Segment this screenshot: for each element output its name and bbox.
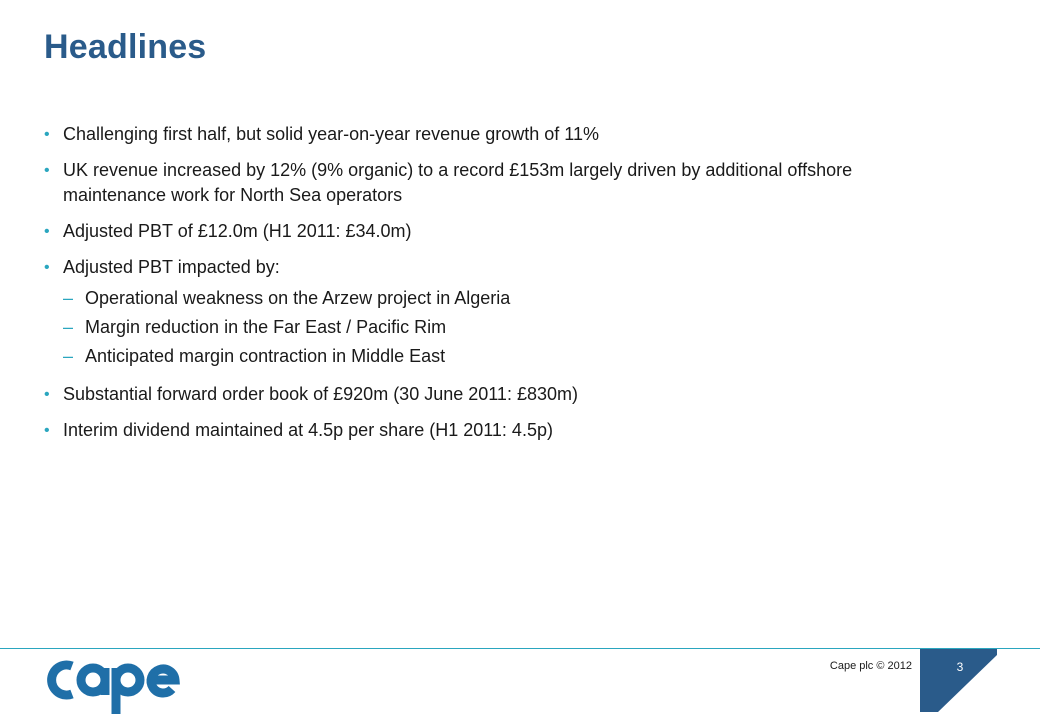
sub-bullet-item xyxy=(63,284,944,313)
bullet-marker: • xyxy=(44,422,50,439)
sub-bullet-text: Margin reduction in the Far East / Pacific Rim xyxy=(85,317,447,337)
sub-bullet-text: Operational weakness on the Arzew project in Algeria xyxy=(85,288,511,308)
bullet-text: Challenging first half, but solid year-on-year revenue growth of 11% xyxy=(63,124,599,144)
bullet-text: Interim dividend maintained at 4.5p per share (H1 2011: 4.5p) xyxy=(63,420,553,440)
cape-logo xyxy=(44,654,184,716)
bullet-item xyxy=(44,382,944,407)
bullet-item xyxy=(44,219,944,244)
sub-bullet-marker: – xyxy=(63,346,74,366)
page-number-tab xyxy=(920,649,997,712)
sub-bullet-list xyxy=(63,284,944,371)
bullet-marker: • xyxy=(44,259,50,276)
bullet-item xyxy=(44,122,944,147)
sub-bullet-marker: – xyxy=(63,317,74,337)
sub-bullet-item xyxy=(63,313,944,342)
bullet-text: Substantial forward order book of £920m (30 June 2011: £830m) xyxy=(63,384,578,404)
bullet-marker: • xyxy=(44,126,50,143)
bullet-item xyxy=(44,255,944,371)
bullet-marker: • xyxy=(44,223,50,240)
bullet-marker: • xyxy=(44,162,50,179)
copyright-text: Cape plc © 2012 xyxy=(829,660,912,672)
footer-divider xyxy=(0,648,1040,649)
page-title: Headlines xyxy=(44,28,207,66)
page-number: 3 xyxy=(956,660,964,674)
bullet-list xyxy=(44,122,944,454)
sub-bullet-item xyxy=(63,342,944,371)
sub-bullet-text: Anticipated margin contraction in Middle East xyxy=(85,346,446,366)
bullet-item xyxy=(44,418,944,443)
bullet-marker: • xyxy=(44,386,50,403)
bullet-item xyxy=(44,158,944,208)
sub-bullet-marker: – xyxy=(63,288,74,308)
bullet-text: UK revenue increased by 12% (9% organic) to a record £153m largely driven by additional offshore maintenance work for North Sea operators xyxy=(63,160,853,205)
bullet-text: Adjusted PBT of £12.0m (H1 2011: £34.0m) xyxy=(63,221,412,241)
bullet-text: Adjusted PBT impacted by: xyxy=(63,257,280,277)
